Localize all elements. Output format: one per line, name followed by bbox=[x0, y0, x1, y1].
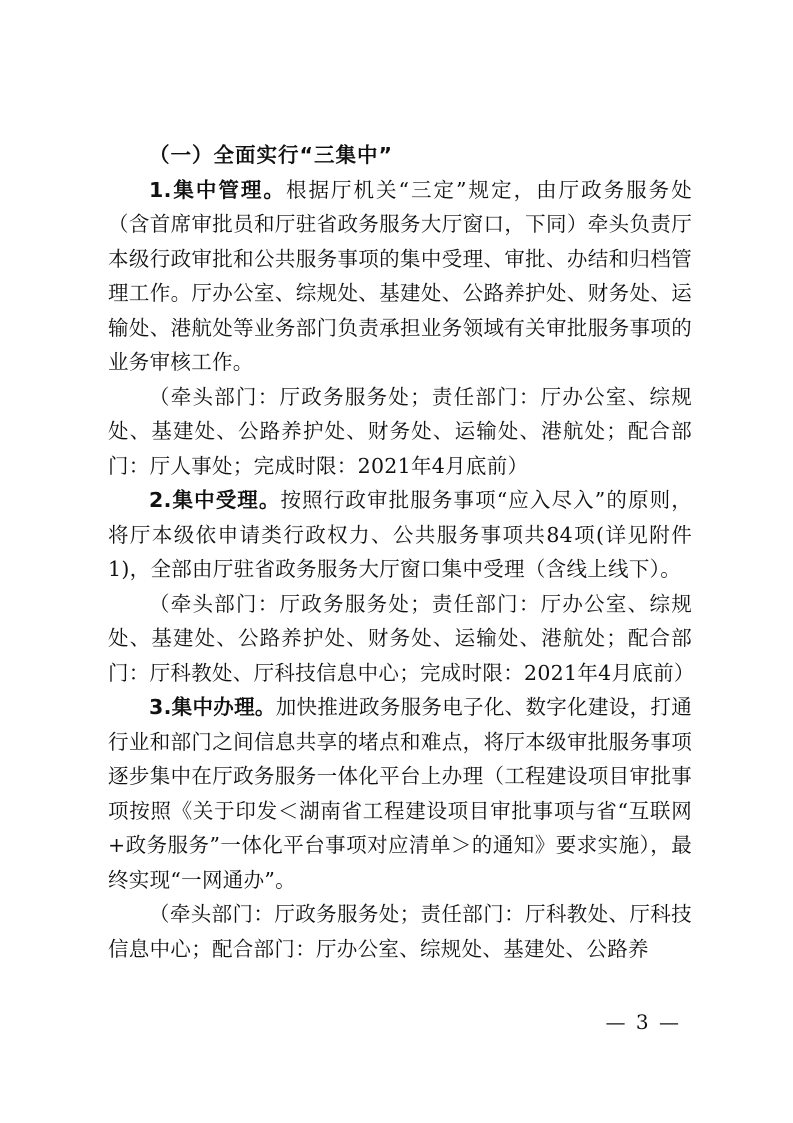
item-2-lead: 2.集中受理。 bbox=[149, 488, 281, 512]
document-body bbox=[108, 138, 695, 966]
item-2-note: （牵头部门：厅政务服务处；责任部门：厅办公室、综规处、基建处、公路养护处、财务处、运输处、港航处；配合部门：厅科教处、厅科技信息中心；完成时限：2021年4月底前） bbox=[108, 591, 695, 685]
item-1-paragraph bbox=[108, 173, 692, 380]
item-1-lead: 1.集中管理。 bbox=[149, 177, 286, 202]
item-3-paragraph bbox=[108, 690, 692, 897]
item-1-text: 根据厅机关“三定”规定，由厅政务服务处（含首席审批员和厅驻省政务服务大厅窗口，下同）牵头负责厅本级行政审批和公共服务事项的集中受理、审批、办结和归档管理工作。厅办公室、综规处、基建处、公路养护处、财务处、运输处、港航处等业务部门负责承担业务领域有关审批服务事项的业务审核工作。 bbox=[108, 177, 692, 374]
item-3-lead: 3.集中办理。 bbox=[149, 695, 276, 719]
item-1-note: （牵头部门：厅政务服务处；责任部门：厅办公室、综规处、基建处、公路养护处、财务处、运输处、港航处；配合部门：厅人事处；完成时限：2021年4月底前） bbox=[108, 384, 692, 478]
item-3-text: 加快推进政务服务电子化、数字化建设，打通行业和部门之间信息共享的堵点和难点，将厅本级审批服务事项逐步集中在厅政务服务一体化平台上办理（工程建设项目审批事项按照《关于印发＜湖南省工程建设项目审批事项与省“互联网+政务服务”一体化平台事项对应清单＞的通知》要求实施），最终实现“一网通办”。 bbox=[108, 695, 692, 892]
section-heading: （一）全面实行“三集中” bbox=[149, 143, 393, 167]
item-3-note: （牵头部门：厅政务服务处；责任部门：厅科教处、厅科技信息中心；配合部门：厅办公室、综规处、基建处、公路养 bbox=[108, 902, 692, 961]
item-2-paragraph bbox=[108, 483, 692, 587]
item-2-text: 按照行政审批服务事项“应入尽入”的原则，将厅本级依申请类行政权力、公共服务事项共84项(详见附件1)，全部由厅驻省政务服务大厅窗口集中受理（含线上线下）。 bbox=[108, 488, 692, 581]
page-number: — 3 — bbox=[605, 1010, 681, 1034]
